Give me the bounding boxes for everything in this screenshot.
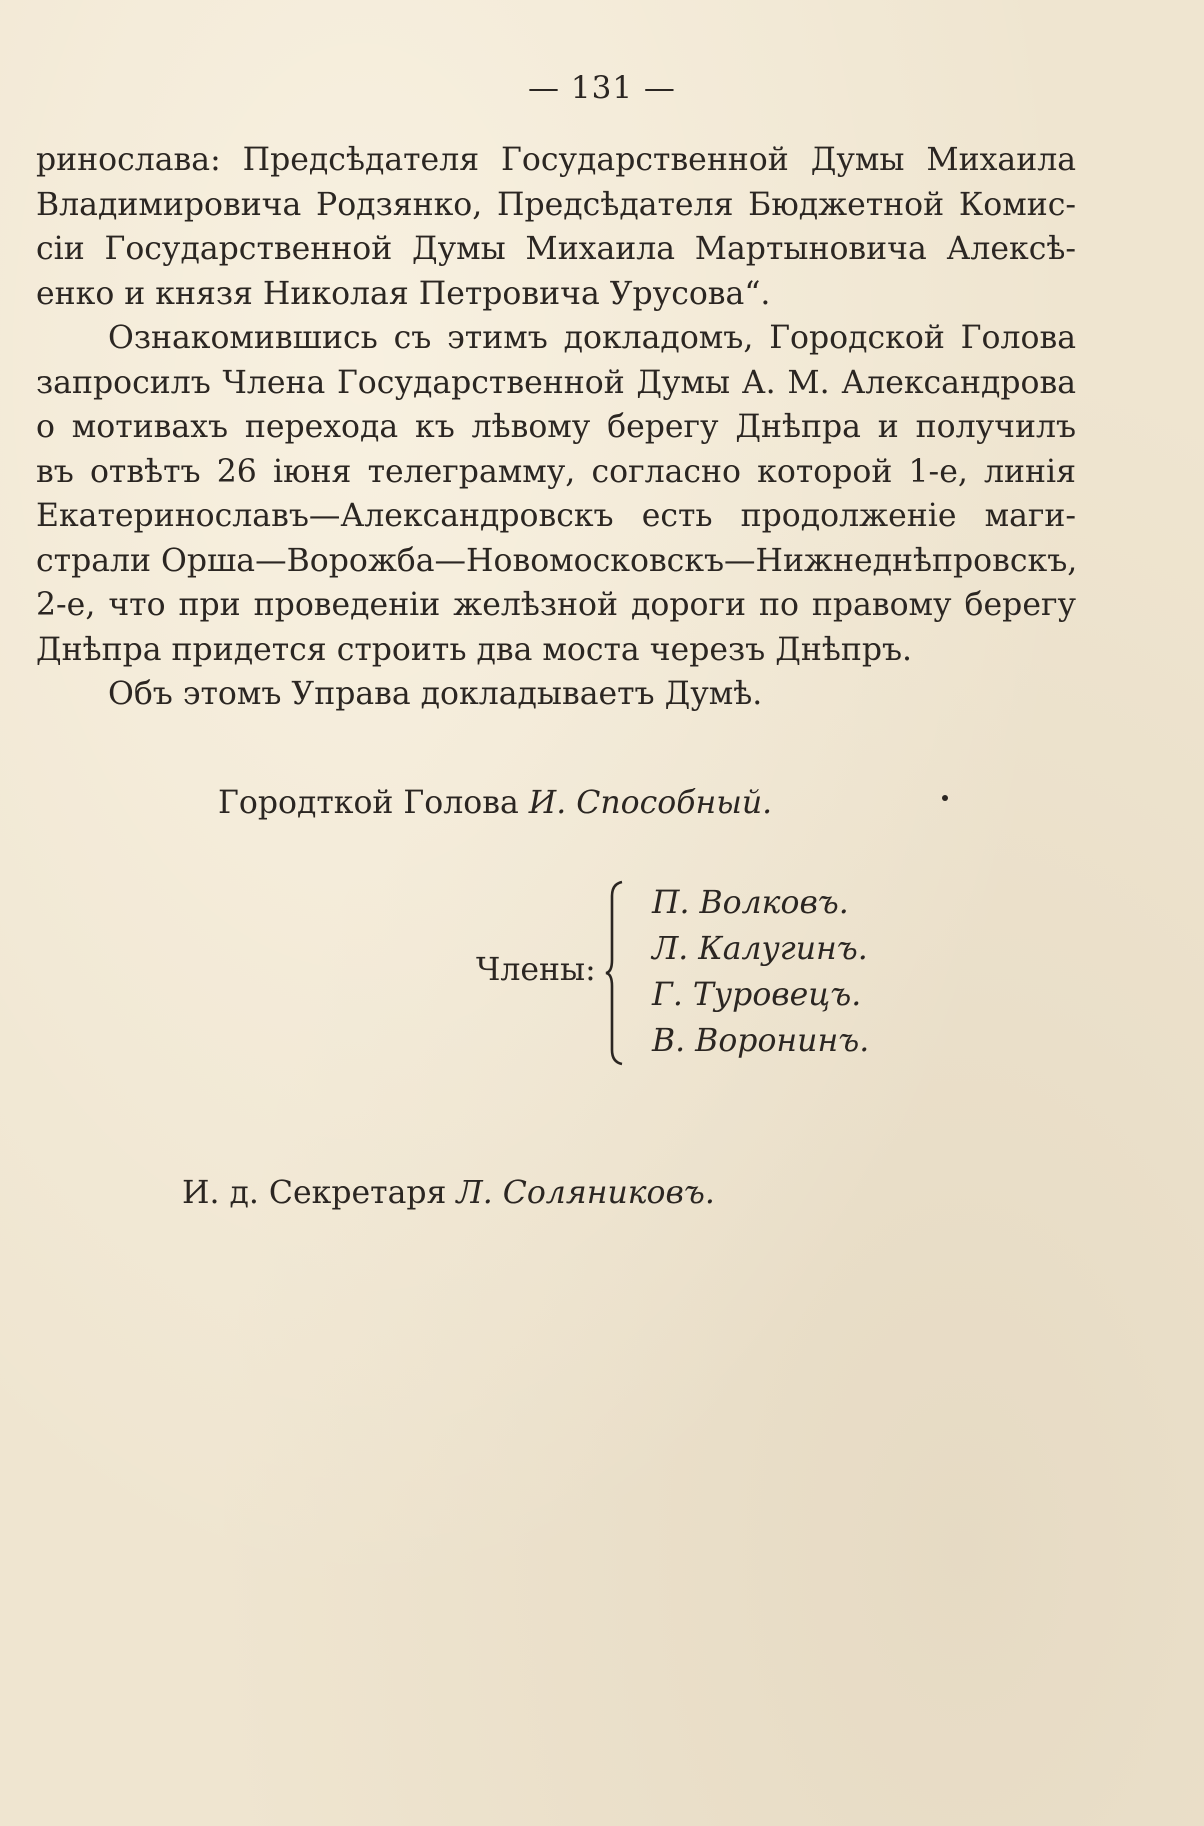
text-line: Ознакомившись съ этимъ докладомъ, Городской Голова xyxy=(108,320,1076,356)
mayor-title: Городткой Голова xyxy=(218,785,519,821)
secretary-name: Л. Соляниковъ. xyxy=(456,1175,715,1211)
text-line: о мотивахъ перехода къ лѣвому берегу Днѣпра и получилъ xyxy=(36,409,1076,445)
member-name: Г. Туровецъ. xyxy=(652,977,862,1013)
text-line: енко и князя Николая Петровича Урусова“. xyxy=(36,275,771,312)
text-line: 2-е, что при проведеніи желѣзной дороги по правому берегу xyxy=(36,587,1076,623)
text-line: запросилъ Члена Государственной Думы А. М. Александрова xyxy=(36,364,1076,401)
mayor-signature xyxy=(218,785,772,821)
ink-dot xyxy=(942,795,948,801)
text-line: Днѣпра придется строить два моста черезъ Днѣпръ. xyxy=(36,631,913,668)
page-number: — 131 — xyxy=(528,70,676,106)
secretary-title: И. д. Секретаря xyxy=(182,1175,447,1211)
member-name: П. Волковъ. xyxy=(652,885,849,921)
members-block xyxy=(476,880,896,1070)
members-label: Члены: xyxy=(476,952,596,988)
text-line: сіи Государственной Думы Михаила Мартыновича Алексѣ- xyxy=(36,231,1076,267)
member-name: Л. Калугинъ. xyxy=(652,931,868,967)
text-line: страли Орша—Ворожба—Новомосковскъ—Нижнеднѣпровскъ, xyxy=(36,542,1078,579)
secretary-signature xyxy=(182,1175,715,1211)
text-line: Объ этомъ Управа докладываетъ Думѣ. xyxy=(108,676,763,712)
member-name: В. Воронинъ. xyxy=(652,1023,870,1059)
curly-brace-icon xyxy=(604,880,626,1066)
text-line: Владимировича Родзянко, Предсѣдателя Бюджетной Комис- xyxy=(36,186,1076,223)
text-line: ринослава: Предсѣдателя Государственной Думы Михаила xyxy=(36,142,1076,178)
text-line: Екатеринославъ—Александровскъ есть продолженіе маги- xyxy=(36,498,1076,534)
body-text xyxy=(36,138,1076,717)
text-line: въ отвѣтъ 26 іюня телеграмму, согласно которой 1-е, линія xyxy=(36,453,1076,490)
mayor-name: И. Способный. xyxy=(528,785,773,821)
members-list xyxy=(652,880,869,1064)
